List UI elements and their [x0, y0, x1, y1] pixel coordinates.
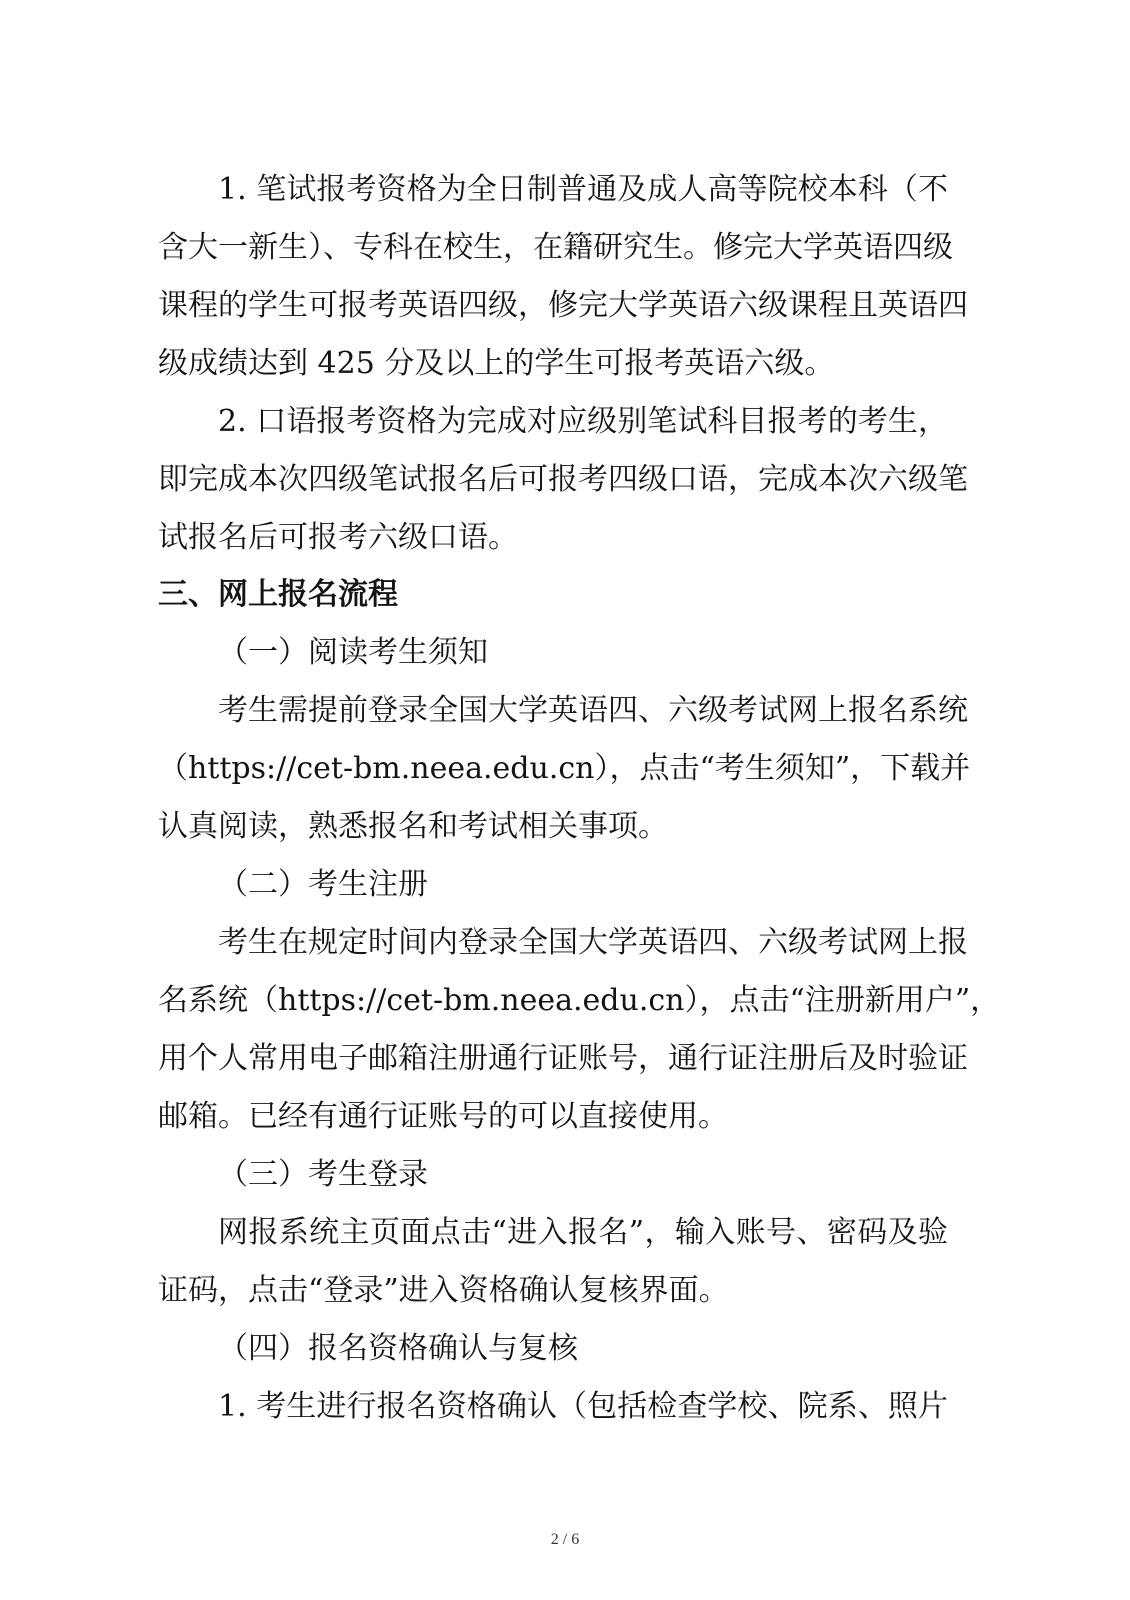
text-line-18: 网报系统主页面点击“进入报名”，输入账号、密码及验 — [218, 1215, 948, 1250]
subheading-3: （三）考生登录 — [218, 1157, 428, 1192]
text-line-5: 2. 口语报考资格为完成对应级别笔试科目报考的考生， — [218, 404, 948, 439]
text-line-3: 课程的学生可报考英语四级，修完大学英语六级课程且英语四 — [158, 288, 968, 323]
text-line-16: 邮箱。已经有通行证账号的可以直接使用。 — [158, 1099, 728, 1134]
page-number: 2 / 6 — [550, 1531, 580, 1548]
subheading-1: （一）阅读考生须知 — [218, 635, 488, 670]
text-line-11: 认真阅读，熟悉报名和考试相关事项。 — [158, 809, 668, 844]
text-line-9: 考生需提前登录全国大学英语四、六级考试网上报名系统 — [218, 693, 968, 728]
text-line-10: （https://cet-bm.neea.edu.cn），点击“考生须知”，下载并 — [158, 751, 971, 786]
text-line-2: 含大一新生）、专科在校生，在籍研究生。修完大学英语四级 — [158, 230, 953, 265]
section-heading-3: 三、网上报名流程 — [158, 577, 398, 612]
text-line-1: 1. 笔试报考资格为全日制普通及成人高等院校本科（不 — [218, 172, 948, 207]
text-line-6: 即完成本次四级笔试报名后可报考四级口语，完成本次六级笔 — [158, 462, 968, 497]
text-line-15: 用个人常用电子邮箱注册通行证账号，通行证注册后及时验证 — [158, 1041, 968, 1076]
text-line-19: 证码，点击“登录”进入资格确认复核界面。 — [158, 1273, 729, 1308]
text-line-7: 试报名后可报考六级口语。 — [158, 520, 518, 555]
text-line-21: 1. 考生进行报名资格确认（包括检查学校、院系、照片 — [218, 1389, 948, 1424]
text-line-4: 级成绩达到 425 分及以上的学生可报考英语六级。 — [158, 346, 835, 381]
text-line-13: 考生在规定时间内登录全国大学英语四、六级考试网上报 — [218, 925, 968, 960]
text-line-14: 名系统（https://cet-bm.neea.edu.cn），点击“注册新用户”， — [158, 983, 1001, 1018]
subheading-4: （四）报名资格确认与复核 — [218, 1331, 578, 1366]
subheading-2: （二）考生注册 — [218, 867, 428, 902]
